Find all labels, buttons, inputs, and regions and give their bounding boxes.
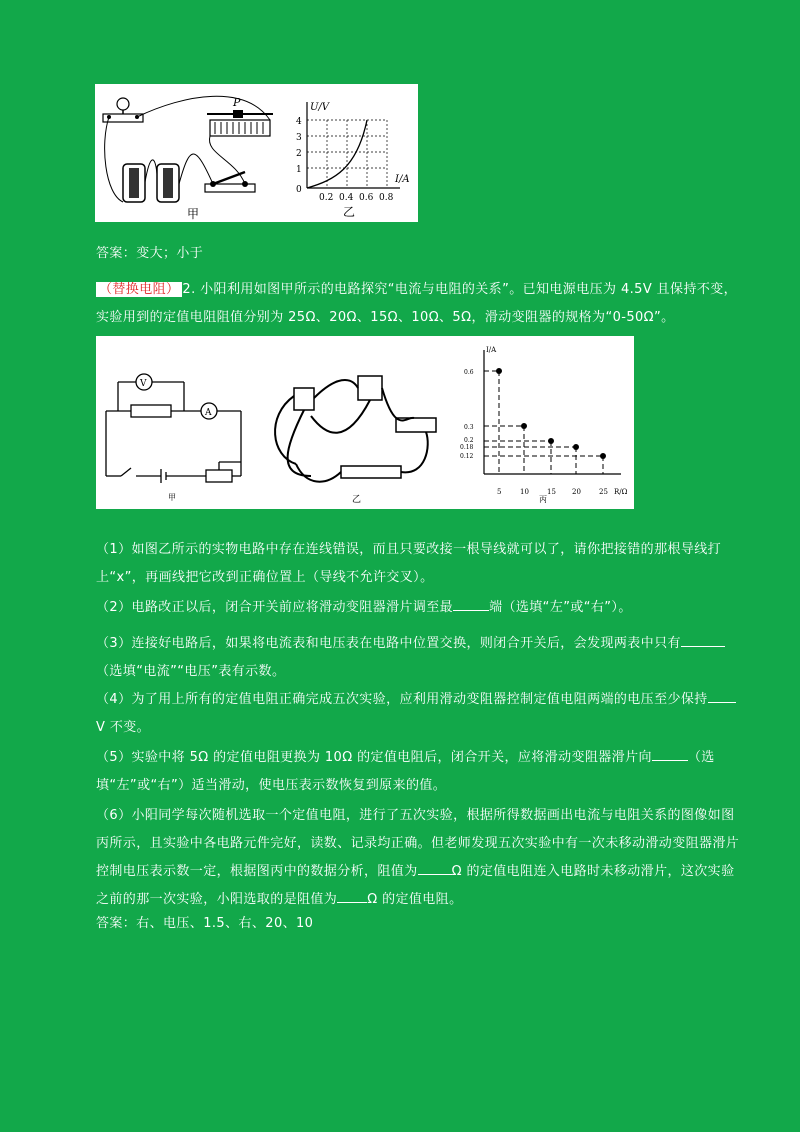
ui-x-tick: 0.6 <box>359 193 374 203</box>
answer-blank <box>418 860 452 875</box>
answer-blank <box>337 888 367 903</box>
ammeter-label: A <box>205 408 212 418</box>
ir-y-axis-label: I/A <box>486 346 497 354</box>
ui-y-tick: 1 <box>296 165 302 175</box>
rheostat <box>207 96 273 136</box>
figure-2 <box>96 336 634 509</box>
ir-x-tick: 15 <box>547 488 556 496</box>
ir-y-tick: 0.2 <box>464 437 474 444</box>
ir-y-tick: 0.18 <box>460 444 474 451</box>
question-text: V 不变。 <box>96 720 151 735</box>
question-text: （5）实验中将 5Ω 的定值电阻更换为 10Ω 的定值电阻后，闭合开关，应将滑动变阻器滑片向 <box>96 750 652 765</box>
question-item-6 <box>96 802 740 914</box>
figure1-label-yi: 乙 <box>343 205 356 219</box>
ui-y-tick: 4 <box>296 117 302 127</box>
slider-label-P: P <box>233 96 241 109</box>
figure2-label-bing: 丙 <box>539 495 547 504</box>
ir-x-tick: 25 <box>599 488 608 496</box>
question-text: （选填“左”或“右”）适当滑动，使电压表示数恢复到原来的值。 <box>96 750 715 793</box>
question-item-5 <box>96 744 740 800</box>
answer-1: 答案：变大；小于 <box>96 246 204 261</box>
figure-1 <box>95 84 418 222</box>
ui-x-tick: 0.4 <box>339 193 354 203</box>
ui-y-tick: 2 <box>296 149 302 159</box>
question-text: （3）连接好电路后，如果将电流表和电压表在电路中位置交换，则闭合开关后，会发现两表中只有 <box>96 636 681 651</box>
ui-y-axis-label: U/V <box>310 102 330 113</box>
question-tag: （替换电阻） <box>96 282 182 297</box>
ir-x-axis-label: R/Ω <box>614 488 628 496</box>
voltmeter-label: V <box>140 379 147 389</box>
ui-x-tick: 0.2 <box>319 193 334 203</box>
answer-blank <box>708 688 736 703</box>
ir-x-tick: 5 <box>497 488 502 496</box>
question-text: （2）电路改正以后，闭合开关前应将滑动变阻器滑片调至最 <box>96 600 454 615</box>
question-text: （4）为了用上所有的定值电阻正确完成五次实验，应利用滑动变阻器控制定值电阻两端的电压至少保持 <box>96 692 708 707</box>
ir-x-tick: 20 <box>572 488 581 496</box>
question-text: （1）如图乙所示的实物电路中存在连线错误，而且只要改接一根导线就可以了，请你把接错的那根导线打上“x”，再画线把它改到正确位置上（导线不允许交叉）。 <box>96 542 722 585</box>
battery-pair <box>123 164 179 202</box>
question-item-4 <box>96 686 740 742</box>
ui-x-tick: 0.8 <box>379 193 394 203</box>
question-item-3 <box>96 630 740 686</box>
ir-y-tick: 0.12 <box>460 453 474 460</box>
question-text: （选填“电流”“电压”表有示数。 <box>96 664 286 679</box>
question-text: 端（选填“左”或“右”）。 <box>489 600 632 615</box>
answer-blank <box>453 596 489 611</box>
ir-graph <box>460 346 628 504</box>
figure2-label-jia: 甲 <box>168 493 176 502</box>
ir-y-tick: 0.3 <box>464 424 474 431</box>
answer-blank <box>652 746 688 761</box>
figure2-label-yi: 乙 <box>352 495 362 505</box>
question-2-intro <box>96 276 740 332</box>
question-2-text: 2. 小阳利用如图甲所示的电路探究“电流与电阻的关系”。已知电源电压为 4.5V 且保持不变，实验用到的定值电阻阻值分别为 25Ω、20Ω、15Ω、10Ω、5Ω，滑动变阻器的规格为“0-50Ω”。 <box>96 282 738 325</box>
physical-circuit <box>275 376 436 482</box>
question-text: （6）小阳同学每次随机选取一个定值电阻，进行了五次实验，根据所得数据画出电流与电阻关系的图像如图丙所示，且实验中各电路元件完好，读数、记录均正确。但老师发现五次实验中有一次未移动滑动变阻器滑片控制电压表示数一定，根据图丙中的数据分析，阻值为 <box>96 808 740 879</box>
ui-y-tick: 0 <box>296 185 302 195</box>
ir-y-tick: 0.6 <box>464 369 474 376</box>
ui-graph <box>296 102 410 219</box>
question-item-1 <box>96 536 740 592</box>
ui-y-tick: 3 <box>296 133 302 143</box>
ir-x-tick: 10 <box>520 488 529 496</box>
question-text: Ω 的定值电阻连入电路时未移动滑片，这次实验之前的那一次实验，小阳选取的是阻值为 <box>96 864 735 907</box>
question-text: Ω 的定值电阻。 <box>367 892 463 907</box>
figure1-label-jia: 甲 <box>187 207 200 221</box>
question-item-2 <box>96 594 740 622</box>
ui-x-axis-label: I/A <box>395 174 410 185</box>
answer-2: 答案：右、电压、1.5、右、20、10 <box>96 916 314 931</box>
answer-blank <box>681 632 725 647</box>
circuit-diagram <box>106 374 241 483</box>
